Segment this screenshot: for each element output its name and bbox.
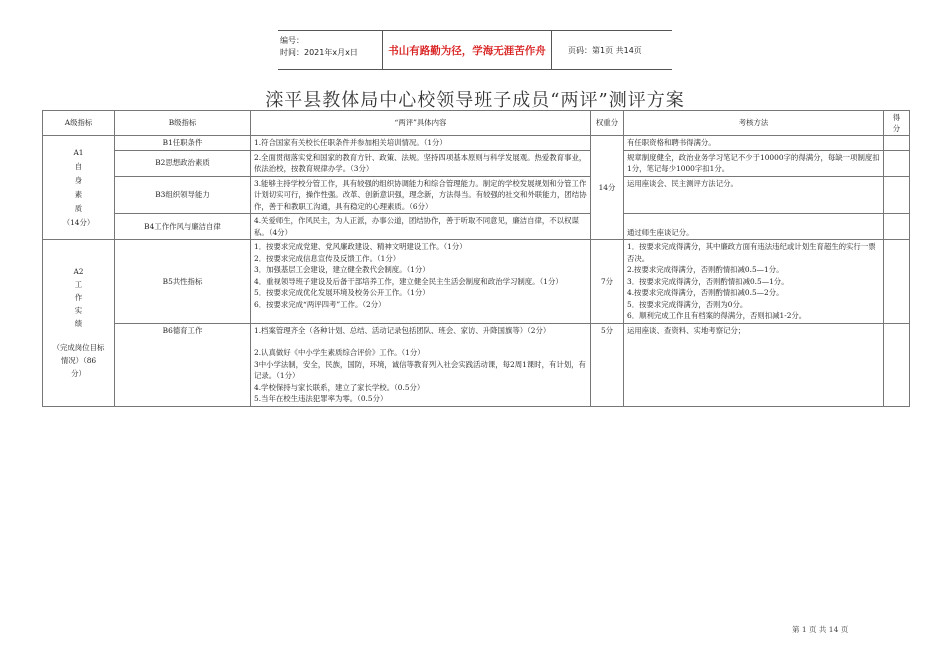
- header-time: 时间：2021年x月x日: [280, 48, 358, 57]
- a1-cell: A1 自 身 素 质 （14分）: [43, 136, 115, 240]
- page-header: [278, 30, 672, 70]
- b2-name: B2思想政治素质: [115, 150, 251, 176]
- header-method: 考核方法: [624, 111, 884, 136]
- b2-method: 规章制度健全，政治业务学习笔记不少于10000字的得满分，每缺一项制度扣1分，笔记每少1000字扣1分。: [624, 150, 884, 176]
- table-row: [43, 240, 910, 324]
- header-meta: [280, 35, 358, 59]
- header-weight: 权重分: [591, 111, 624, 136]
- b4-content: 4.关爱师生，作风民主，为人正派，办事公道，团结协作，善于听取不同意见，廉洁自律，不以权谋私。（4分）: [251, 214, 591, 240]
- table-row: [43, 150, 910, 176]
- table-row: [43, 176, 910, 214]
- table-row: [43, 323, 910, 406]
- header-page: 页码：第1页 共14页: [568, 45, 642, 55]
- header-motto: 书山有路勤为径，学海无涯苦作舟: [382, 31, 552, 69]
- header-score: 得分: [884, 111, 910, 136]
- b1-score: [884, 136, 910, 151]
- b5-weight: 7分: [591, 240, 624, 324]
- b4-score: [884, 214, 910, 240]
- a1-weight: 14分: [591, 136, 624, 240]
- b3-score: [884, 176, 910, 214]
- evaluation-table: [42, 110, 910, 407]
- header-a-level: A级指标: [43, 111, 115, 136]
- b6-content: 1.档案管理齐全（各种计划、总结、活动记录包括团队、班会、家访、升降国旗等）（2分） 2.认真做好《中小学生素质综合评价》工作。（1分） 3中小学法制，安全，民族，国防，环境，诚信等教育列入社会实践活动课，每2周1课时，有计划，有记录。（1分） 4.学校保持与家长联系，建立了家长学校。（0.5分） 5.当年在校生违法犯罪率为零。（0.5分）: [251, 323, 591, 406]
- b6-weight: 5分: [591, 323, 624, 406]
- header-number: 编号：: [280, 36, 304, 45]
- table-row: [43, 214, 910, 240]
- b6-name: B6德育工作: [115, 323, 251, 406]
- b6-score: [884, 323, 910, 406]
- b1-content: 1.符合国家有关校长任职条件并参加相关培训情况。（1分）: [251, 136, 591, 151]
- b5-score: [884, 240, 910, 324]
- a2-cell: A2 工 作 实 绩 （完成岗位目标 情况）（86 分）: [43, 240, 115, 407]
- b4-method: 通过师生座谈记分。: [624, 214, 884, 240]
- document-title: 滦平县教体局中心校领导班子成员“两评”测评方案: [265, 90, 685, 111]
- b5-name: B5共性指标: [115, 240, 251, 324]
- b5-method: 1．按要求完成得满分，其中廉政方面有违法违纪或计划生育超生的实行一票否决。 2.按要求完成得满分，否则酌情扣减0.5—1分。 3．按要求完成得满分，否则酌情扣减0.5—1分。 4.按要求完成得满分，否则酌情扣减0.5—2分。 5．按要求完成得满分，否则为0分。 6．顺利完成工作且有档案的得满分，否则扣减1-2分。: [624, 240, 884, 324]
- table-row: [43, 136, 910, 151]
- b5-content: 1．按要求完成党建、党风廉政建设、精神文明建设工作。（1分） 2．按要求完成信息宣传及反馈工作。（1分） 3．加强基层工会建设，建立健全教代会制度。（1分） 4．重视领导班子建设及后备干部培养工作，建立健全民主生活会制度和政治学习制度。（1分） 5．按要求完成优化发展环境及校务公开工作。（1分） 6．按要求完成“两评四考”工作。（2分）: [251, 240, 591, 324]
- b2-content: 2.全面贯彻落实党和国家的教育方针、政策、法规。坚持四项基本原则与科学发展观。热爱教育事业，依法治校，按教育规律办学。（3分）: [251, 150, 591, 176]
- header-b-level: B级指标: [115, 111, 251, 136]
- b3-method: 运用座谈会、民主测评方法记分。: [624, 176, 884, 214]
- b3-name: B3组织领导能力: [115, 176, 251, 214]
- table-header-row: [43, 111, 910, 136]
- b3-content: 3.能够主持学校分管工作，具有较强的组织协调能力和综合管理能力。制定的学校发展规划和分管工作计划切实可行，操作性强。改革、创新意识强，理念新，方法得当。有较强的社交和外联能力，团结协作，善于和教职工沟通，具有稳定的心理素质。（6分）: [251, 176, 591, 214]
- b2-score: [884, 150, 910, 176]
- header-content: “两评”具体内容: [251, 111, 591, 136]
- b4-name: B4工作作风与廉洁自律: [115, 214, 251, 240]
- page-footer: 第 1 页 共 14 页: [792, 625, 849, 634]
- b1-name: B1任职条件: [115, 136, 251, 151]
- b1-method: 有任职资格和聘书得满分。: [624, 136, 884, 151]
- b6-method: 运用座谈、查资料、实地考察记分；: [624, 323, 884, 406]
